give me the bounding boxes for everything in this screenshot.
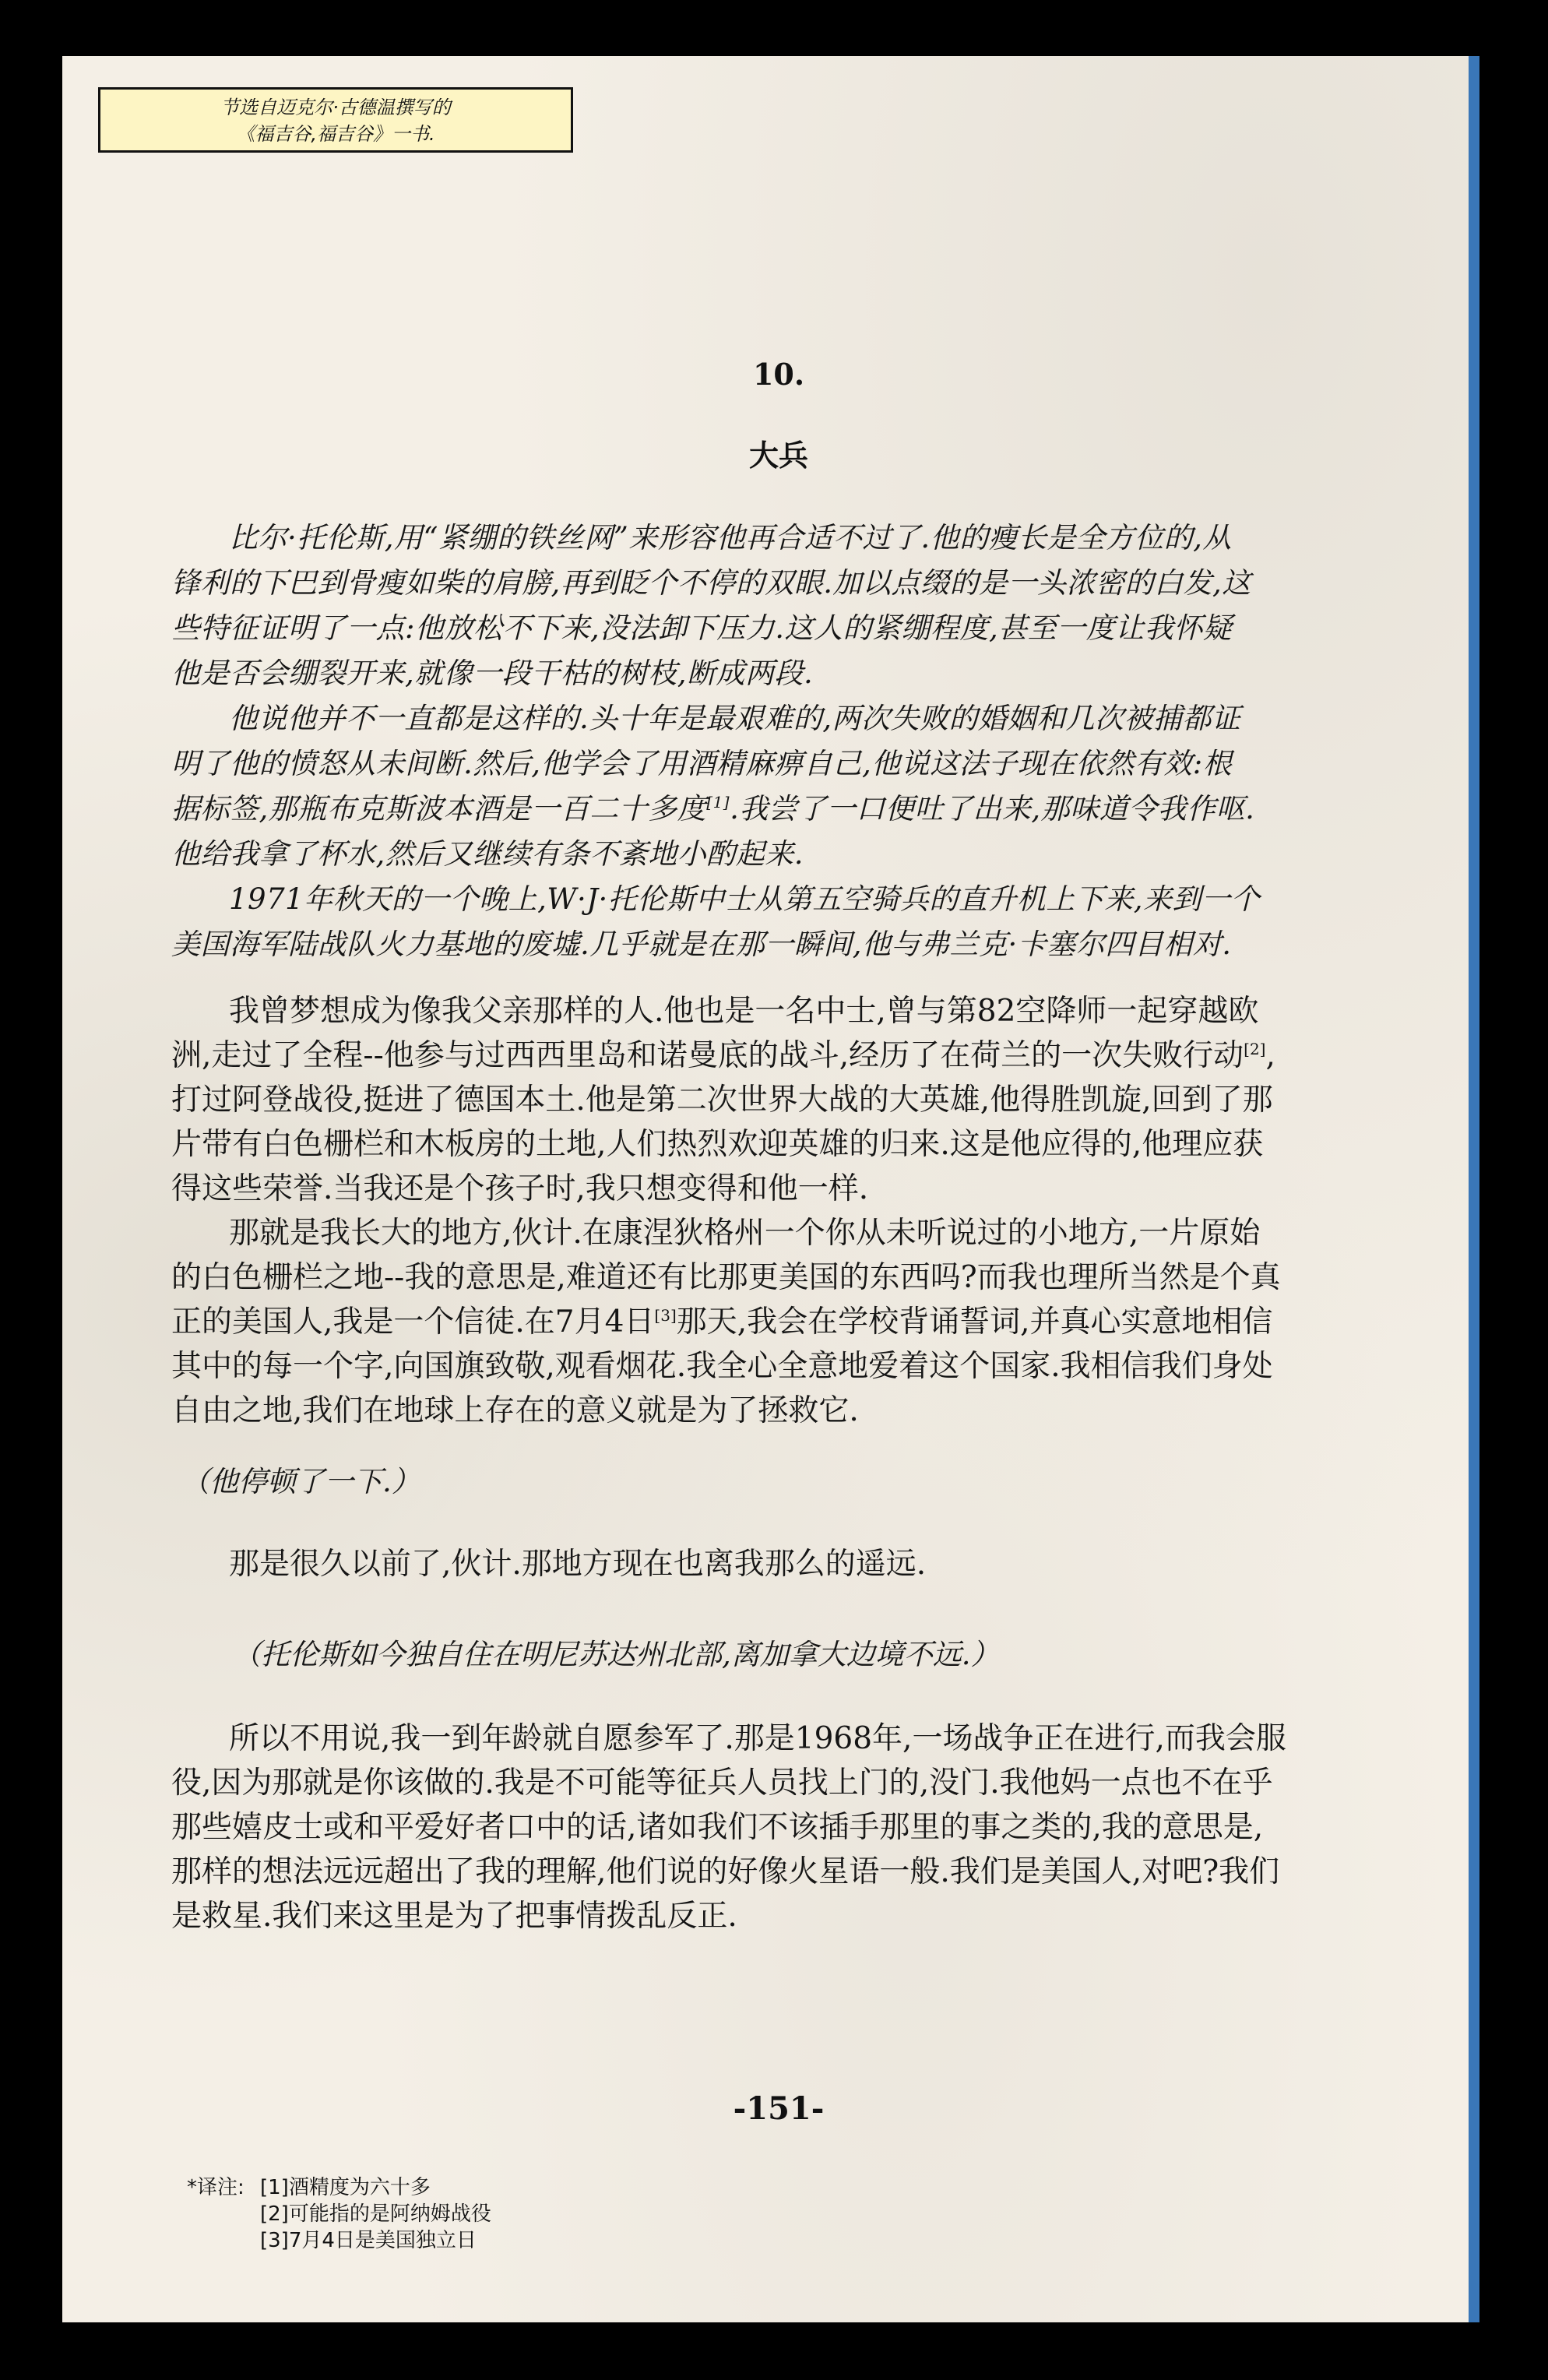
intro-line: 些特征证明了一点:他放松不下来,没法卸下压力.这人的紧绷程度,甚至一度让我怀疑 bbox=[171, 611, 1233, 645]
footnote-row bbox=[187, 2201, 491, 2227]
intro-line-part: 据标签,那瓶布克斯波本酒是一百二十多度 bbox=[171, 792, 707, 826]
intro-line: 锋利的下巴到骨瘦如柴的肩膀,再到眨个不停的双眼.加以点缀的是一头浓密的白发,这 bbox=[171, 566, 1251, 600]
speech-paragraphs-1 bbox=[171, 989, 1402, 1433]
footnote-label: *译注: bbox=[187, 2176, 245, 2199]
book-page bbox=[62, 56, 1479, 2322]
speech-line: 我曾梦想成为像我父亲那样的人.他也是一名中士,曾与第82空降师一起穿越欧 bbox=[229, 994, 1259, 1029]
intro-line: 明了他的愤怒从未间断.然后,他学会了用酒精麻痹自己,他说这法子现在依然有效:根 bbox=[171, 747, 1233, 780]
speech-line: 的白色栅栏之地--我的意思是,难道还有比那更美国的东西吗?而我也理所当然是个真 bbox=[171, 1260, 1281, 1295]
intro-line: 1971年秋天的一个晚上,W·J·托伦斯中士从第五空骑兵的直升机上下来,来到一个 bbox=[229, 882, 1261, 916]
footnote-item: [2]可能指的是阿纳姆战役 bbox=[260, 2202, 491, 2226]
speech-line: 那样的想法远远超出了我的理解,他们说的好像火星语一般.我们是美国人,对吧?我们 bbox=[171, 1854, 1280, 1889]
intro-line-part: .我尝了一口便吐了出来,那味道令我作呕. bbox=[730, 792, 1255, 826]
speech-line: 役,因为那就是你该做的.我是不可能等征兵人员找上门的,没门.我他妈一点也不在乎 bbox=[171, 1766, 1273, 1801]
intro-line: 美国海军陆战队火力基地的废墟.几乎就是在那一瞬间,他与弗兰克·卡塞尔四目相对. bbox=[171, 928, 1232, 961]
chapter-title: 大兵 bbox=[748, 438, 808, 473]
footnote-mark-2: [2] bbox=[1244, 1040, 1266, 1058]
speech-paragraphs-3 bbox=[171, 1716, 1402, 1938]
speech-line: 那是很久以前了,伙计.那地方现在也离我那么的遥远. bbox=[229, 1547, 927, 1582]
speech-line: 其中的每一个字,向国旗致敬,观看烟花.我全心全意地爱着这个国家.我相信我们身处 bbox=[171, 1349, 1273, 1384]
speech-line: 片带有白色栅栏和木板房的土地,人们热烈欢迎英雄的归来.这是他应得的,他理应获 bbox=[171, 1127, 1264, 1162]
page-edge-strip bbox=[1469, 56, 1479, 2322]
speech-line: 打过阿登战役,挺进了德国本土.他是第二次世界大战的大英雄,他得胜凯旋,回到了那 bbox=[171, 1083, 1273, 1118]
caption-line-1: 节选自迈克尔·古德温撰写的 bbox=[220, 97, 451, 118]
speech-line bbox=[171, 1033, 1402, 1078]
speech-line: 那些嬉皮士或和平爱好者口中的话,诸如我们不该插手那里的事之类的,我的意思是, bbox=[171, 1810, 1264, 1845]
stage-note-pause: （他停顿了一下.） bbox=[181, 1465, 420, 1498]
speech-line: 是救星.我们来这里是为了把事情拨乱反正. bbox=[171, 1899, 737, 1934]
intro-paragraphs bbox=[171, 516, 1402, 967]
translator-footnotes bbox=[187, 2174, 491, 2254]
excerpt-caption-box bbox=[98, 87, 573, 153]
footnote-row bbox=[187, 2174, 491, 2201]
chapter-number: 10. bbox=[752, 357, 805, 392]
speech-paragraph-2 bbox=[171, 1542, 1402, 1586]
intro-line bbox=[171, 787, 1402, 832]
footnote-mark-3: [3] bbox=[654, 1306, 677, 1325]
footnote-item: [1]酒精度为六十多 bbox=[260, 2176, 431, 2199]
speech-line-part: 正的美国人,我是一个信徒.在7月4日 bbox=[171, 1304, 655, 1340]
speech-line-part: 那天,我会在学校背诵誓词,并真心实意地相信 bbox=[676, 1304, 1273, 1340]
footnote-item: [3]7月4日是美国独立日 bbox=[260, 2229, 477, 2252]
speech-line: 得这些荣誉.当我还是个孩子时,我只想变得和他一样. bbox=[171, 1171, 869, 1206]
speech-line: 所以不用说,我一到年龄就自愿参军了.那是1968年,一场战争正在进行,而我会服 bbox=[229, 1721, 1286, 1756]
intro-line: 他是否会绷裂开来,就像一段干枯的树枝,断成两段. bbox=[171, 657, 814, 690]
speech-line-part: , bbox=[1265, 1038, 1275, 1073]
intro-line: 他说他并不一直都是这样的.头十年是最艰难的,两次失败的婚姻和几次被捕都证 bbox=[229, 702, 1241, 735]
intro-line: 比尔·托伦斯,用“紧绷的铁丝网”来形容他再合适不过了.他的瘦长是全方位的,从 bbox=[229, 521, 1232, 555]
stage-note-location: （托伦斯如今独自住在明尼苏达州北部,离加拿大边境不远.） bbox=[232, 1638, 1000, 1671]
speech-line: 自由之地,我们在地球上存在的意义就是为了拯救它. bbox=[171, 1393, 859, 1428]
intro-line: 他给我拿了杯水,然后又继续有条不紊地小酌起来. bbox=[171, 837, 804, 871]
caption-line-2: 《福吉谷,福吉谷》一书. bbox=[236, 123, 435, 145]
speech-line bbox=[171, 1300, 1402, 1344]
page-number: -151- bbox=[733, 2090, 825, 2127]
footnote-row bbox=[187, 2227, 491, 2254]
footnote-mark-1: [1] bbox=[706, 793, 730, 812]
speech-line-part: 洲,走过了全程--他参与过西西里岛和诺曼底的战斗,经历了在荷兰的一次失败行动 bbox=[171, 1038, 1244, 1073]
speech-line: 那就是我长大的地方,伙计.在康涅狄格州一个你从未听说过的小地方,一片原始 bbox=[229, 1216, 1261, 1251]
